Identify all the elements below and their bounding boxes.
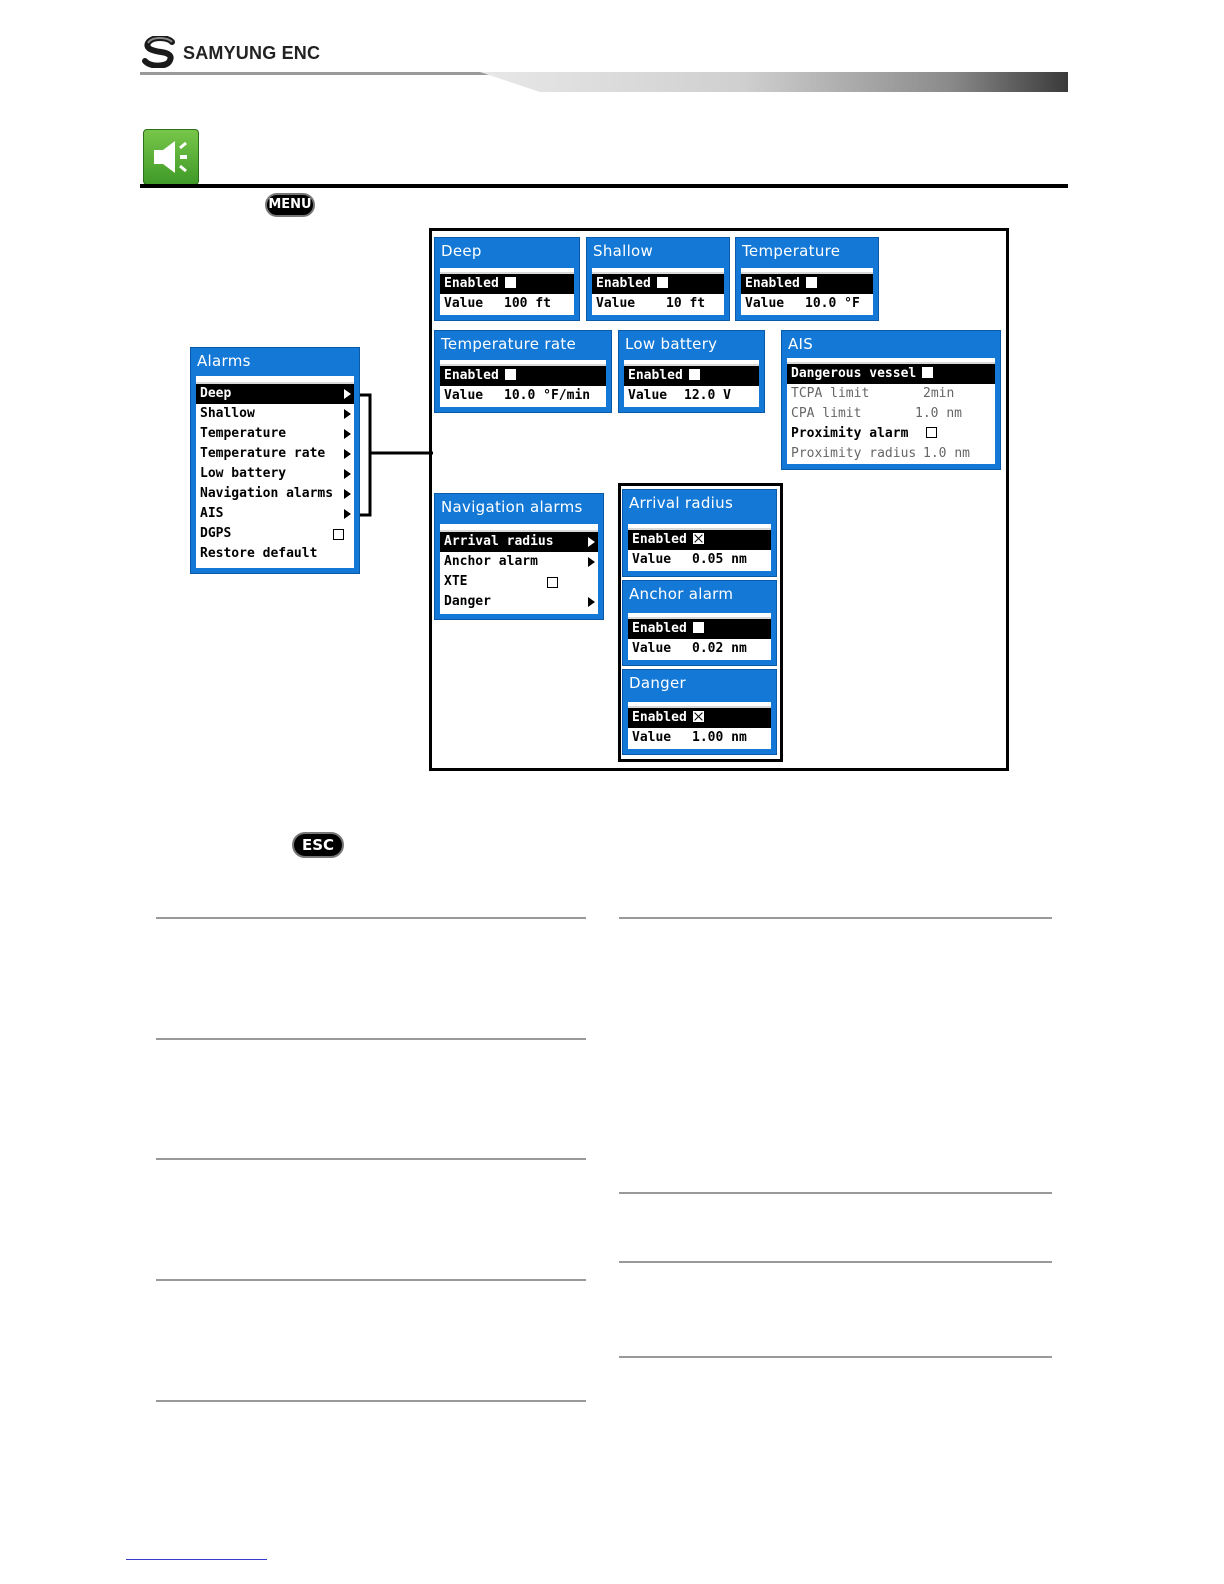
arrival-radius-title: Arrival radius bbox=[629, 494, 734, 512]
shallow-title: Shallow bbox=[593, 242, 654, 260]
ais-title: AIS bbox=[788, 335, 814, 353]
anchor-alarm-enabled-row[interactable]: Enabled bbox=[628, 619, 771, 639]
divider bbox=[156, 1038, 586, 1040]
deep-value-row[interactable]: Value 100 ft bbox=[444, 296, 551, 311]
deep-enabled-row[interactable]: Enabled bbox=[440, 274, 574, 294]
anchor-alarm-title: Anchor alarm bbox=[629, 585, 734, 603]
ais-tcpa-row[interactable]: TCPA limit 2min bbox=[791, 386, 955, 401]
temperature-rate-title: Temperature rate bbox=[441, 335, 577, 353]
low-battery-window bbox=[618, 330, 765, 413]
temperature-enabled-checkbox[interactable] bbox=[806, 277, 817, 288]
deep-enabled-checkbox[interactable] bbox=[505, 277, 516, 288]
menu-key-icon: MENU bbox=[265, 193, 315, 217]
divider bbox=[156, 1279, 586, 1281]
divider bbox=[619, 1356, 1052, 1358]
ais-dangerous-vessel-row[interactable]: Dangerous vessel bbox=[787, 364, 995, 384]
shallow-value-row[interactable]: Value 10 ft bbox=[596, 296, 706, 311]
low-battery-value-row[interactable]: Value 12.0 V bbox=[628, 388, 731, 403]
arrival-radius-enabled-row[interactable]: Enabled bbox=[628, 530, 771, 550]
alarms-item-ais[interactable]: AIS bbox=[196, 504, 354, 524]
ais-proximity-alarm-row[interactable]: Proximity alarm bbox=[787, 424, 995, 444]
temperature-value-row[interactable]: Value 10.0 °F bbox=[745, 296, 860, 311]
chevron-right-icon bbox=[344, 449, 351, 459]
anchor-alarm-value-row[interactable]: Value 0.02 nm bbox=[632, 641, 747, 656]
alarms-menu bbox=[190, 347, 360, 574]
temperature-enabled-row[interactable]: Enabled bbox=[741, 274, 873, 294]
nav-item-danger[interactable]: Danger bbox=[440, 592, 598, 612]
danger-enabled-checkbox[interactable] bbox=[693, 711, 704, 722]
alarms-item-dgps[interactable]: DGPS bbox=[196, 524, 354, 544]
chevron-right-icon bbox=[344, 409, 351, 419]
deep-title: Deep bbox=[441, 242, 482, 260]
alarms-item-temperature[interactable]: Temperature bbox=[196, 424, 354, 444]
danger-window bbox=[622, 669, 777, 755]
dgps-checkbox[interactable] bbox=[333, 529, 344, 540]
samyung-logo-icon bbox=[142, 36, 178, 68]
anchor-alarm-enabled-checkbox[interactable] bbox=[693, 622, 704, 633]
divider bbox=[619, 1261, 1052, 1263]
chevron-right-icon bbox=[588, 537, 595, 547]
divider bbox=[619, 1192, 1052, 1194]
shallow-enabled-checkbox[interactable] bbox=[657, 277, 668, 288]
chevron-right-icon bbox=[344, 469, 351, 479]
navigation-alarms-title: Navigation alarms bbox=[441, 498, 583, 516]
nav-item-arrival-radius[interactable]: Arrival radius bbox=[440, 532, 598, 552]
divider bbox=[156, 1158, 586, 1160]
dangerous-vessel-checkbox[interactable] bbox=[922, 367, 933, 378]
arrival-radius-value-row[interactable]: Value 0.05 nm bbox=[632, 552, 747, 567]
divider bbox=[156, 917, 586, 919]
danger-title: Danger bbox=[629, 674, 686, 692]
deep-window bbox=[434, 237, 580, 321]
chevron-right-icon bbox=[344, 489, 351, 499]
low-battery-title: Low battery bbox=[625, 335, 718, 353]
chevron-right-icon bbox=[344, 509, 351, 519]
anchor-alarm-window bbox=[622, 580, 777, 666]
connector-bracket bbox=[355, 390, 435, 520]
nav-item-xte[interactable]: XTE bbox=[440, 572, 598, 592]
ais-cpa-row[interactable]: CPA limit 1.0 nm bbox=[791, 406, 962, 421]
alarms-item-temperature-rate[interactable]: Temperature rate bbox=[196, 444, 354, 464]
footer-line bbox=[126, 1559, 267, 1560]
section-rule bbox=[140, 184, 1068, 188]
header-bar bbox=[140, 72, 1068, 92]
nav-item-anchor-alarm[interactable]: Anchor alarm bbox=[440, 552, 598, 572]
alarms-item-low-battery[interactable]: Low battery bbox=[196, 464, 354, 484]
alarms-item-deep[interactable]: Deep bbox=[196, 384, 354, 404]
ais-window bbox=[781, 330, 1001, 470]
shallow-window bbox=[586, 237, 730, 321]
temperature-rate-enabled-checkbox[interactable] bbox=[505, 369, 516, 380]
alarms-menu-title: Alarms bbox=[197, 352, 251, 370]
alarms-item-navigation-alarms[interactable]: Navigation alarms bbox=[196, 484, 354, 504]
shallow-enabled-row[interactable]: Enabled bbox=[592, 274, 724, 294]
proximity-alarm-checkbox[interactable] bbox=[926, 427, 937, 438]
esc-key-icon: ESC bbox=[292, 832, 344, 858]
chevron-right-icon bbox=[344, 429, 351, 439]
temperature-rate-value-row[interactable]: Value 10.0 °F/min bbox=[444, 388, 591, 403]
navigation-alarms-window bbox=[434, 493, 604, 620]
temperature-title: Temperature bbox=[742, 242, 841, 260]
chevron-right-icon bbox=[344, 389, 351, 399]
temperature-rate-window bbox=[434, 330, 612, 413]
chevron-right-icon bbox=[588, 597, 595, 607]
arrival-radius-enabled-checkbox[interactable] bbox=[693, 533, 704, 544]
arrival-radius-window bbox=[622, 489, 777, 577]
alarms-item-restore-default[interactable]: Restore default bbox=[200, 546, 318, 561]
temperature-rate-enabled-row[interactable]: Enabled bbox=[440, 366, 606, 386]
divider bbox=[156, 1400, 586, 1402]
brand-name: SAMYUNG ENC bbox=[183, 43, 321, 63]
speaker-icon bbox=[143, 129, 199, 185]
ais-proximity-radius-row[interactable]: Proximity radius 1.0 nm bbox=[791, 446, 970, 461]
temperature-window bbox=[735, 237, 879, 321]
divider bbox=[619, 917, 1052, 919]
low-battery-enabled-row[interactable]: Enabled bbox=[624, 366, 759, 386]
alarms-item-shallow[interactable]: Shallow bbox=[196, 404, 354, 424]
danger-enabled-row[interactable]: Enabled bbox=[628, 708, 771, 728]
danger-value-row[interactable]: Value 1.00 nm bbox=[632, 730, 747, 745]
chevron-right-icon bbox=[588, 557, 595, 567]
xte-checkbox[interactable] bbox=[547, 577, 558, 588]
low-battery-enabled-checkbox[interactable] bbox=[689, 369, 700, 380]
